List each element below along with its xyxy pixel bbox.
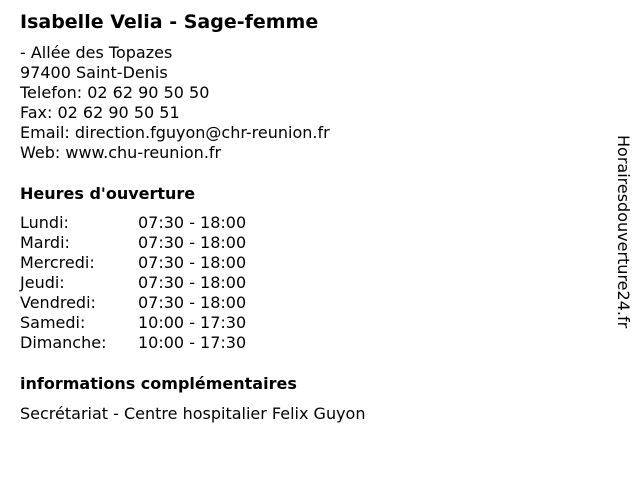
day-label: Samedi: xyxy=(20,313,86,332)
day-label: Dimanche: xyxy=(20,333,107,352)
day-label: Vendredi: xyxy=(20,293,96,312)
address-block xyxy=(20,43,330,163)
street-address: - Allée des Topazes xyxy=(20,43,173,62)
time-range: 07:30 - 18:00 xyxy=(138,273,247,292)
additional-info-text: Secrétariat - Centre hospitalier Felix Guyon xyxy=(20,404,366,423)
day-label: Mardi: xyxy=(20,233,70,252)
time-range: 07:30 - 18:00 xyxy=(138,233,247,252)
time-range: 07:30 - 18:00 xyxy=(138,213,247,232)
day-label: Mercredi: xyxy=(20,253,95,272)
time-range: 07:30 - 18:00 xyxy=(138,253,247,272)
day-label: Jeudi: xyxy=(20,273,65,292)
time-range: 07:30 - 18:00 xyxy=(138,293,247,312)
email-line: Email: direction.fguyon@chr-reunion.fr xyxy=(20,123,330,142)
page-title: Isabelle Velia - Sage-femme xyxy=(20,11,319,33)
opening-hours-heading: Heures d'ouverture xyxy=(20,184,196,203)
time-range: 10:00 - 17:30 xyxy=(138,313,247,332)
day-label: Lundi: xyxy=(20,213,69,232)
phone-line: Telefon: 02 62 90 50 50 xyxy=(20,83,210,102)
fax-line: Fax: 02 62 90 50 51 xyxy=(20,103,180,122)
site-watermark: Horairesdouverture24.fr xyxy=(614,135,633,329)
city-line: 97400 Saint-Denis xyxy=(20,63,168,82)
additional-info-heading: informations complémentaires xyxy=(20,374,297,393)
web-line: Web: www.chu-reunion.fr xyxy=(20,143,222,162)
time-range: 10:00 - 17:30 xyxy=(138,333,247,352)
